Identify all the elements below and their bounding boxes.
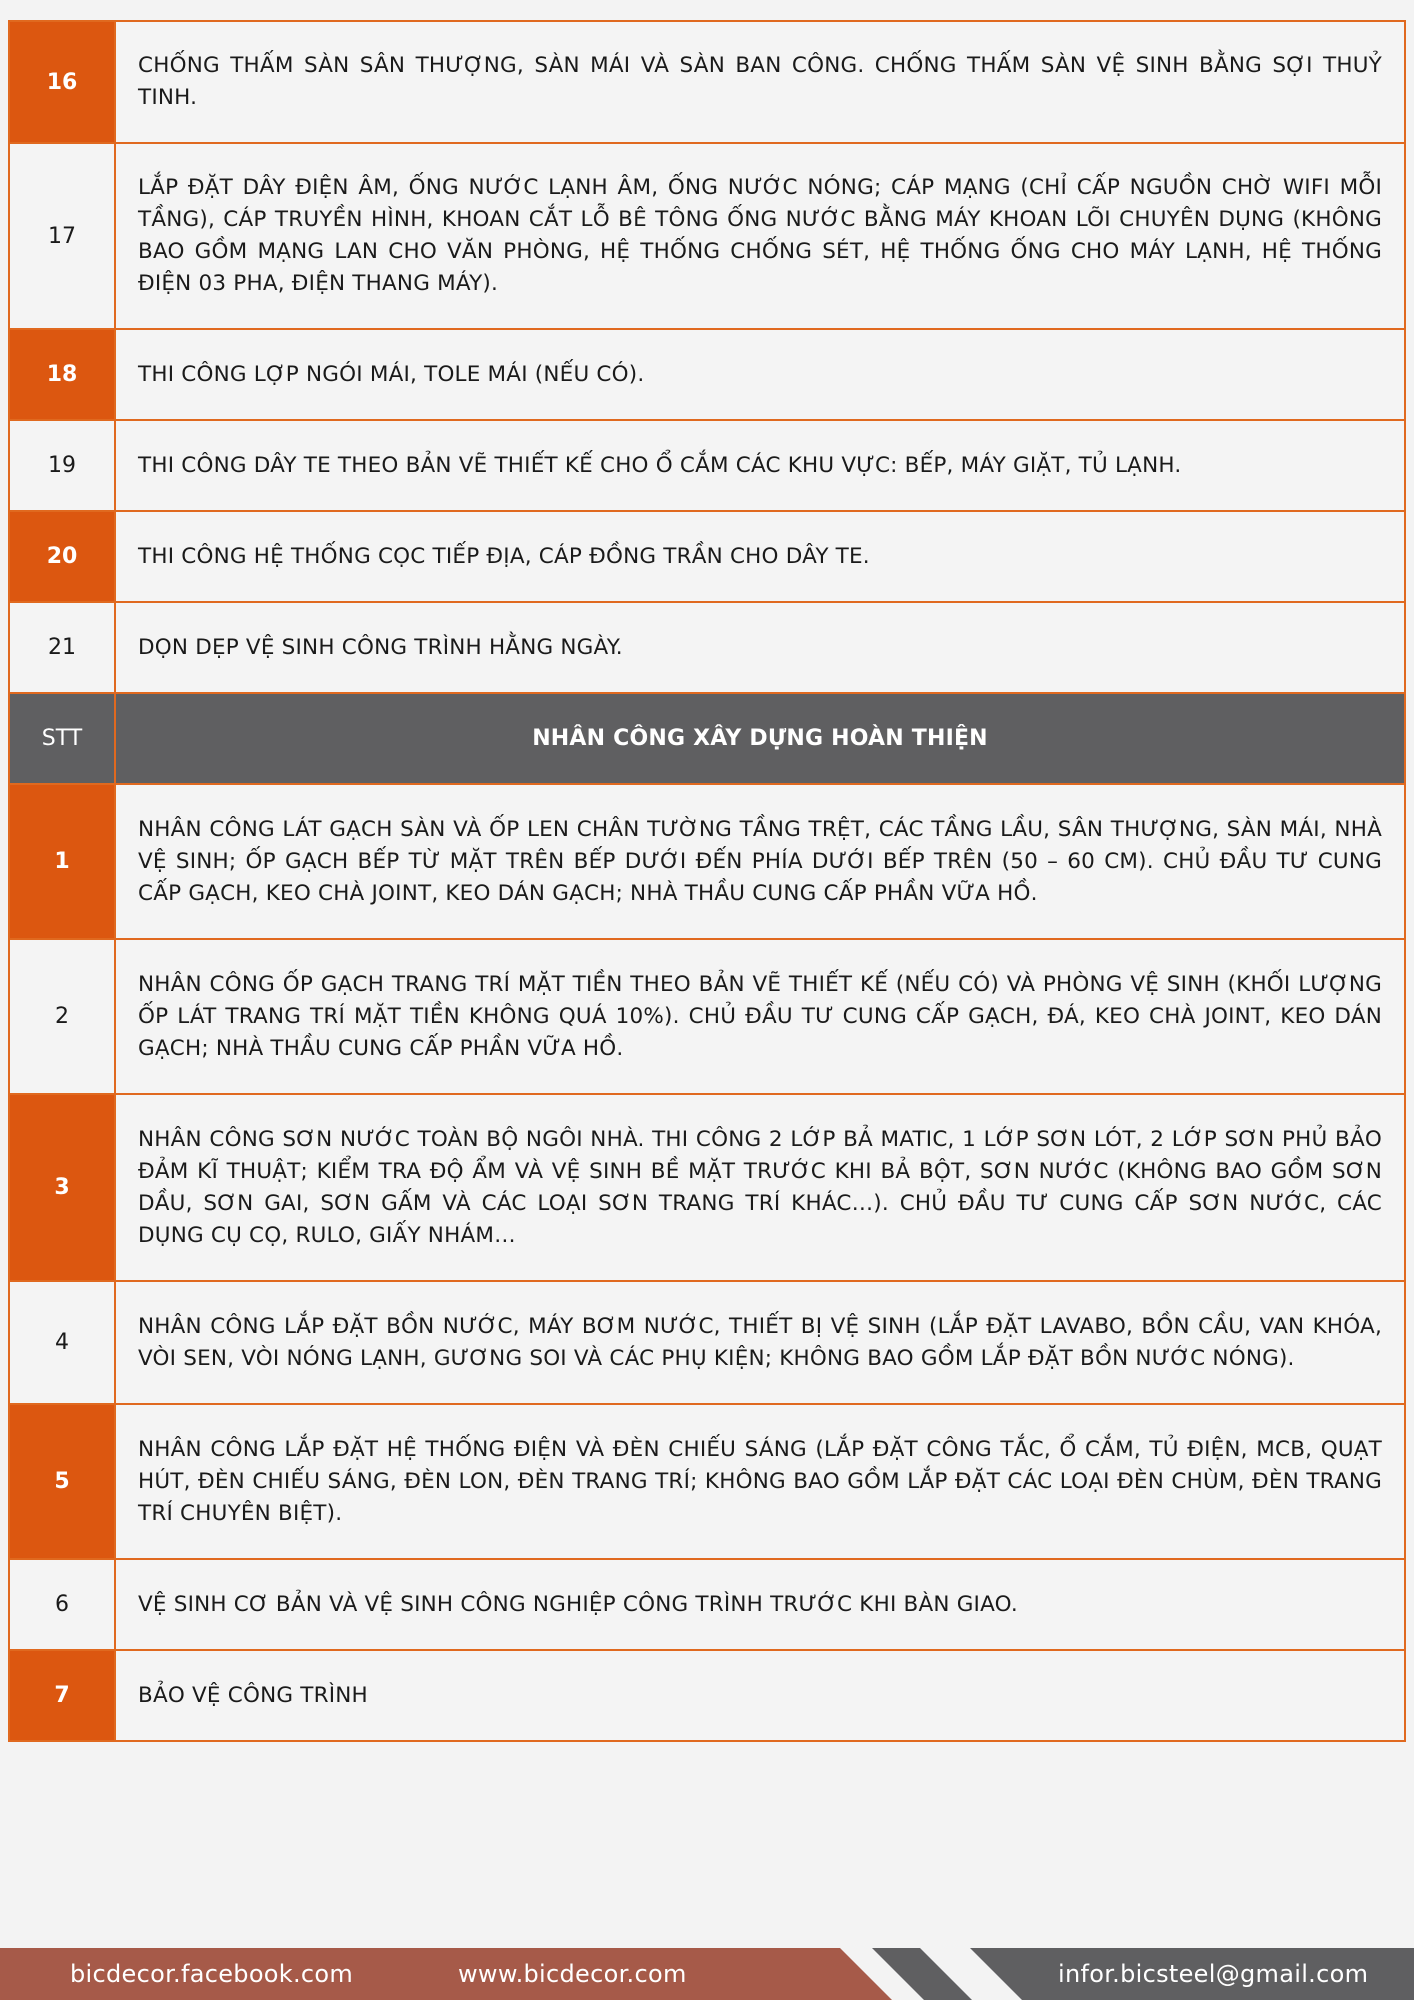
section-title: NHÂN CÔNG XÂY DỰNG HOÀN THIỆN (115, 693, 1405, 784)
row-description: NHÂN CÔNG LẮP ĐẶT HỆ THỐNG ĐIỆN VÀ ĐÈN CHIẾU SÁNG (LẮP ĐẶT CÔNG TẮC, Ổ CẮM, TỦ ĐIỆN, MCB, QUẠT HÚT, ĐÈN CHIẾU SÁNG, ĐÈN LON, ĐÈN TRANG TRÍ; KHÔNG BAO GỒM LẮP ĐẶT CÁC LOẠI ĐÈN CHÙM, ĐÈN TRANG TRÍ CHUYÊN BIỆT). (115, 1404, 1405, 1559)
row-description: NHÂN CÔNG LÁT GẠCH SÀN VÀ ỐP LEN CHÂN TƯỜNG TẦNG TRỆT, CÁC TẦNG LẦU, SÂN THƯỢNG, SÀN MÁI, NHÀ VỆ SINH; ỐP GẠCH BẾP TỪ MẶT TRÊN BẾP DƯỚI ĐẾN PHÍA DƯỚI BẾP TRÊN (50 – 60 CM). CHỦ ĐẦU TƯ CUNG CẤP GẠCH, KEO CHÀ JOINT, KEO DÁN GẠCH; NHÀ THẦU CUNG CẤP PHẦN VỮA HỒ. (115, 784, 1405, 939)
row-description: THI CÔNG DÂY TE THEO BẢN VẼ THIẾT KẾ CHO Ổ CẮM CÁC KHU VỰC: BẾP, MÁY GIẶT, TỦ LẠNH. (115, 420, 1405, 511)
footer-email-link[interactable]: infor.bicsteel@gmail.com (1058, 1960, 1369, 1988)
row-description: CHỐNG THẤM SÀN SÂN THƯỢNG, SÀN MÁI VÀ SÀN BAN CÔNG. CHỐNG THẤM SÀN VỆ SINH BẰNG SỢI THUỶ TINH. (115, 21, 1405, 143)
table-row (9, 143, 1405, 329)
table-row (9, 1281, 1405, 1404)
row-number: 19 (9, 420, 115, 511)
footer-website-link[interactable]: www.bicdecor.com (458, 1960, 687, 1988)
table-row (9, 1404, 1405, 1559)
table-row (9, 1559, 1405, 1650)
table-row (9, 784, 1405, 939)
row-number: 1 (9, 784, 115, 939)
table-row (9, 420, 1405, 511)
section-header-row (9, 693, 1405, 784)
row-number: 3 (9, 1094, 115, 1281)
row-number: 4 (9, 1281, 115, 1404)
row-number: 18 (9, 329, 115, 420)
row-description: LẮP ĐẶT DÂY ĐIỆN ÂM, ỐNG NƯỚC LẠNH ÂM, ỐNG NƯỚC NÓNG; CÁP MẠNG (CHỈ CẤP NGUỒN CHỜ WIFI MỖI TẦNG), CÁP TRUYỀN HÌNH, KHOAN CẮT LỖ BÊ TÔNG ỐNG NƯỚC BẰNG MÁY KHOAN LÕI CHUYÊN DỤNG (KHÔNG BAO GỒM MẠNG LAN CHO VĂN PHÒNG, HỆ THỐNG CHỐNG SÉT, HỆ THỐNG ỐNG CHO MÁY LẠNH, HỆ THỐNG ĐIỆN 03 PHA, ĐIỆN THANG MÁY). (115, 143, 1405, 329)
footer-stripe (872, 1948, 972, 2000)
table-row (9, 511, 1405, 602)
table-row (9, 939, 1405, 1094)
row-description: DỌN DẸP VỆ SINH CÔNG TRÌNH HẰNG NGÀY. (115, 602, 1405, 693)
table-row (9, 602, 1405, 693)
table-row (9, 1094, 1405, 1281)
row-description: VỆ SINH CƠ BẢN VÀ VỆ SINH CÔNG NGHIỆP CÔNG TRÌNH TRƯỚC KHI BÀN GIAO. (115, 1559, 1405, 1650)
row-number: 2 (9, 939, 115, 1094)
row-number: 17 (9, 143, 115, 329)
row-description: BẢO VỆ CÔNG TRÌNH (115, 1650, 1405, 1741)
row-number: 21 (9, 602, 115, 693)
row-description: THI CÔNG HỆ THỐNG CỌC TIẾP ĐỊA, CÁP ĐỒNG TRẦN CHO DÂY TE. (115, 511, 1405, 602)
footer-facebook-link[interactable]: bicdecor.facebook.com (70, 1960, 354, 1988)
table-row (9, 329, 1405, 420)
row-number: 20 (9, 511, 115, 602)
row-description: NHÂN CÔNG LẮP ĐẶT BỒN NƯỚC, MÁY BƠM NƯỚC, THIẾT BỊ VỆ SINH (LẮP ĐẶT LAVABO, BỒN CẦU, VAN KHÓA, VÒI SEN, VÒI NÓNG LẠNH, GƯƠNG SOI VÀ CÁC PHỤ KIỆN; KHÔNG BAO GỒM LẮP ĐẶT BỒN NƯỚC NÓNG). (115, 1281, 1405, 1404)
scope-of-work-table (8, 20, 1406, 1742)
row-number: 7 (9, 1650, 115, 1741)
table-row (9, 21, 1405, 143)
row-description: NHÂN CÔNG ỐP GẠCH TRANG TRÍ MẶT TIỀN THEO BẢN VẼ THIẾT KẾ (NẾU CÓ) VÀ PHÒNG VỆ SINH (KHỐI LƯỢNG ỐP LÁT TRANG TRÍ MẶT TIỀN KHÔNG QUÁ 10%). CHỦ ĐẦU TƯ CUNG CẤP GẠCH, ĐÁ, KEO CHÀ JOINT, KEO DÁN GẠCH; NHÀ THẦU CUNG CẤP PHẦN VỮA HỒ. (115, 939, 1405, 1094)
row-number: 16 (9, 21, 115, 143)
row-description: NHÂN CÔNG SƠN NƯỚC TOÀN BỘ NGÔI NHÀ. THI CÔNG 2 LỚP BẢ MATIC, 1 LỚP SƠN LÓT, 2 LỚP SƠN PHỦ BẢO ĐẢM KĨ THUẬT; KIỂM TRA ĐỘ ẨM VÀ VỆ SINH BỀ MẶT TRƯỚC KHI BẢ BỘT, SƠN NƯỚC (KHÔNG BAO GỒM SƠN DẦU, SƠN GAI, SƠN GẤM VÀ CÁC LOẠI SƠN TRANG TRÍ KHÁC…). CHỦ ĐẦU TƯ CUNG CẤP SƠN NƯỚC, CÁC DỤNG CỤ CỌ, RULO, GIẤY NHÁM… (115, 1094, 1405, 1281)
row-number: 5 (9, 1404, 115, 1559)
footer (0, 1948, 1414, 2000)
stt-header: STT (9, 693, 115, 784)
table-row (9, 1650, 1405, 1741)
row-description: THI CÔNG LỢP NGÓI MÁI, TOLE MÁI (NẾU CÓ). (115, 329, 1405, 420)
row-number: 6 (9, 1559, 115, 1650)
